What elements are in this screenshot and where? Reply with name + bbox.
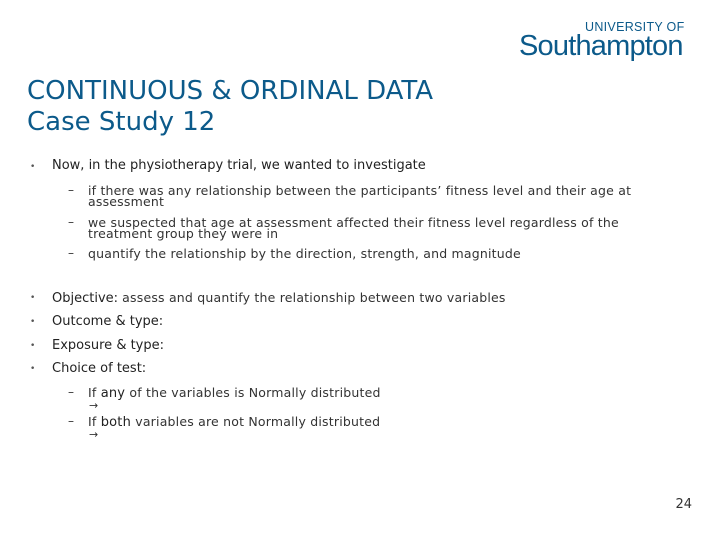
bullet-2-marker: • (30, 293, 36, 303)
sub-1-3-dash: – (68, 246, 74, 260)
page-number: 24 (675, 497, 692, 512)
sub-5-1-arrow-icon: → (89, 399, 99, 412)
objective-label: Objective: (52, 291, 119, 306)
sub-5-2-line (88, 416, 380, 428)
logo-top-text: UNIVERSITY OF (585, 20, 685, 34)
bullet-4-marker: • (30, 341, 36, 351)
sub-1-2-line-1: we suspected that age at assessment affected their fitness level regardless of the (88, 215, 619, 230)
objective-line (52, 290, 506, 306)
title-line-1: CONTINUOUS & ORDINAL DATA (27, 76, 434, 106)
choice-of-test-label: Choice of test: (52, 361, 147, 376)
sub-5-2-emphasis: both (100, 415, 132, 430)
sub-1-1-line-2: assessment (88, 194, 165, 209)
outcome-type-label: Outcome & type: (52, 314, 164, 329)
sub-5-2-suffix: variables are not Normally distributed (135, 414, 381, 429)
sub-5-2-prefix: If (88, 414, 97, 429)
title-line-2: Case Study 12 (27, 107, 216, 137)
objective-text: assess and quantify the relationship between two variables (122, 290, 506, 305)
sub-1-2-dash: – (68, 215, 74, 229)
sub-5-2-arrow-icon: → (89, 428, 99, 441)
sub-5-2-dash: – (68, 414, 74, 428)
bullet-1-marker: • (30, 162, 36, 172)
sub-5-1-emphasis: any (100, 386, 126, 401)
university-logo (519, 18, 694, 66)
sub-5-1-line (88, 387, 381, 399)
sub-5-1-prefix: If (88, 385, 97, 400)
logo-main-text: Southampton (519, 30, 683, 62)
sub-1-1-dash: – (68, 183, 74, 197)
bullet-1-text: Now, in the physiotherapy trial, we wanted to investigate (52, 158, 426, 173)
bullet-5-marker: • (30, 364, 36, 374)
sub-5-1-dash: – (68, 385, 74, 399)
sub-1-2-line-2: treatment group they were in (88, 226, 279, 241)
exposure-type-label: Exposure & type: (52, 338, 165, 353)
sub-1-3-line-1: quantify the relationship by the direction, strength, and magnitude (88, 246, 521, 261)
slide-title (27, 76, 433, 138)
sub-5-1-suffix: of the variables is Normally distributed (129, 385, 381, 400)
bullet-3-marker: • (30, 317, 36, 327)
sub-1-1-line-1: if there was any relationship between the participants’ fitness level and their age at (88, 183, 632, 198)
